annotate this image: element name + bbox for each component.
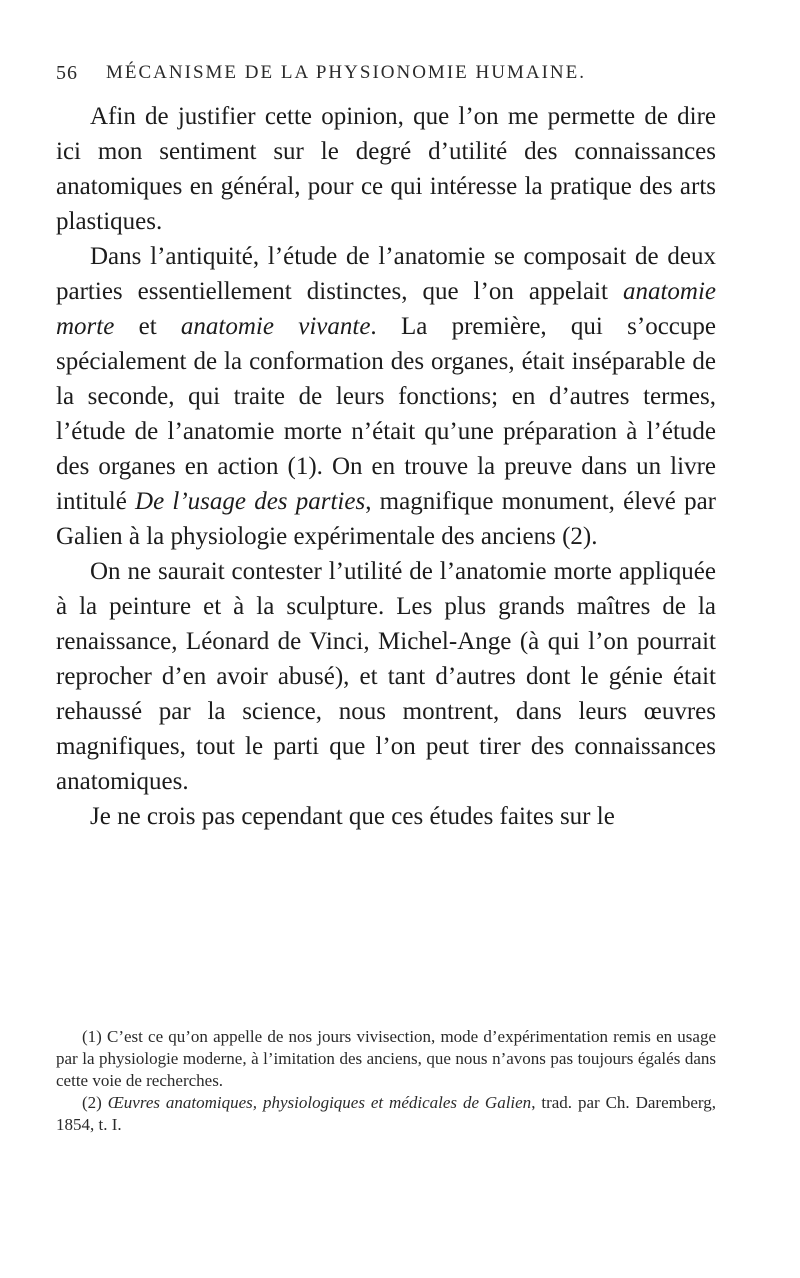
italic-term-anatomie-morte: anatomie morte bbox=[56, 278, 716, 340]
paragraph-3 bbox=[56, 554, 716, 799]
paragraph-4 bbox=[56, 799, 716, 834]
footnote-text: , trad. par Ch. Daremberg, 1854, t. I. bbox=[56, 1093, 716, 1134]
paragraph-text: , magnifique monument, élevé par Galien à la physiologie expérimentale des anciens (2). bbox=[56, 488, 716, 550]
paragraph-text: . La première, qui s’occupe spécialement de la conformation des organes, était inséparable de la seconde, qui traite de leurs fonctions; en d’autres termes, l’étude de l’anatomie morte n’était qu’une préparation à l’étude des organes en action (1). On en trouve la preuve dans un livre intitulé bbox=[56, 313, 716, 515]
running-title: MÉCANISME DE LA PHYSIONOMIE HUMAINE. bbox=[106, 62, 586, 83]
italic-term-anatomie-vivante: anatomie vivante bbox=[180, 313, 371, 340]
italic-book-title: De l’usage des parties bbox=[135, 488, 366, 515]
paragraph-1 bbox=[56, 99, 716, 239]
running-head bbox=[56, 62, 716, 92]
page-number: 56 bbox=[56, 62, 78, 84]
footnote-italic-title: Œuvres anatomiques, physiologiques et médicales de Galien bbox=[107, 1093, 532, 1112]
paragraph-2 bbox=[56, 239, 716, 554]
paragraph-text: On ne saurait contester l’utilité de l’anatomie morte appliquée à la peinture et à la sculpture. Les plus grands maîtres de la renaissance, Léonard de Vinci, Michel-Ange (à qui l’on pourrait reprocher d’en avoir abusé), et tant d’autres dont le génie était rehaussé par la science, nous montrent, dans leurs œuvres magnifiques, tout le parti que l’on peut tirer des connaissances anatomiques. bbox=[56, 558, 716, 795]
body-text bbox=[56, 99, 716, 834]
footnotes bbox=[56, 1026, 716, 1136]
footnote-2 bbox=[56, 1092, 716, 1136]
paragraph-text: et bbox=[114, 313, 181, 340]
footnote-1 bbox=[56, 1026, 716, 1092]
footnote-text: (1) C’est ce qu’on appelle de nos jours vivisection, mode d’expérimentation remis en usage par la physiologie moderne, à l’imitation des anciens, que nous n’avons pas toujours égalés dans cette voie de recherches. bbox=[56, 1027, 716, 1090]
paragraph-text: Afin de justifier cette opinion, que l’on me permette de dire ici mon sentiment sur le degré d’utilité des connaissances anatomiques en général, pour ce qui intéresse la pratique des arts plastiques. bbox=[56, 103, 716, 235]
paragraph-text: Dans l’antiquité, l’étude de l’anatomie se composait de deux parties essentiellement distinctes, que l’on appelait bbox=[56, 243, 716, 305]
paragraph-text: Je ne crois pas cependant que ces études faites sur le bbox=[90, 803, 615, 830]
footnote-text: (2) bbox=[82, 1093, 108, 1112]
